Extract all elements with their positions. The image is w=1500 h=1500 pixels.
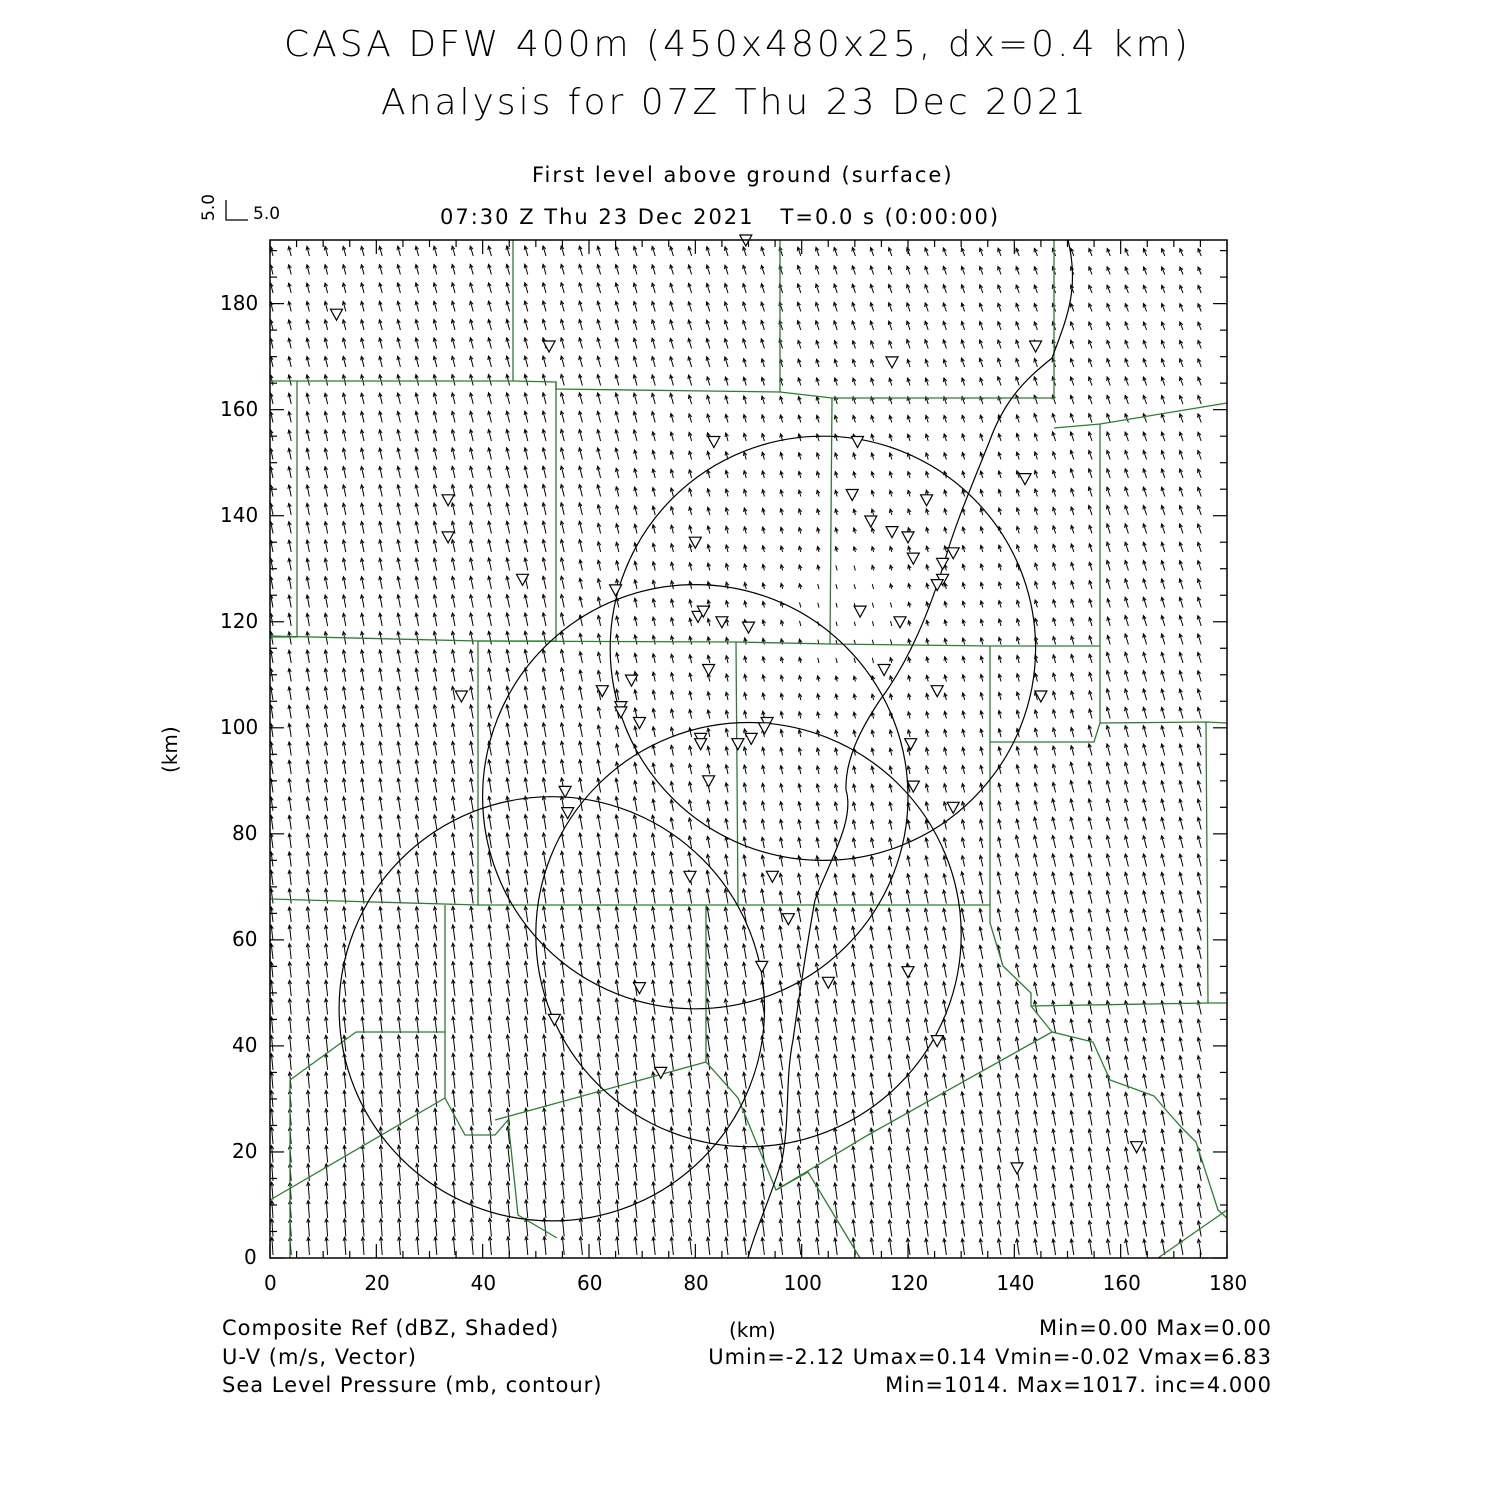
wind-vector <box>836 603 837 608</box>
wind-vector <box>890 639 891 644</box>
wind-vector <box>872 640 873 645</box>
wind-vector <box>854 622 855 626</box>
wind-vector <box>818 658 819 663</box>
wind-vector <box>800 602 801 607</box>
wind-vector <box>836 622 837 626</box>
wind-vector <box>872 603 873 608</box>
wind-vector <box>818 584 819 589</box>
wind-vector <box>872 584 873 589</box>
wind-vector <box>854 658 855 663</box>
wind-vector <box>836 584 837 589</box>
wind-vector <box>800 621 801 626</box>
wind-vector <box>890 603 891 608</box>
wind-vector <box>854 566 855 571</box>
wind-vector <box>854 584 855 589</box>
wind-vector <box>891 621 892 626</box>
wind-vector <box>836 565 837 570</box>
wind-vector <box>818 603 819 608</box>
wind-vector-field <box>270 246 1201 1255</box>
wind-vector <box>872 658 873 663</box>
wind-vector <box>836 658 837 663</box>
wind-vector <box>872 621 873 626</box>
